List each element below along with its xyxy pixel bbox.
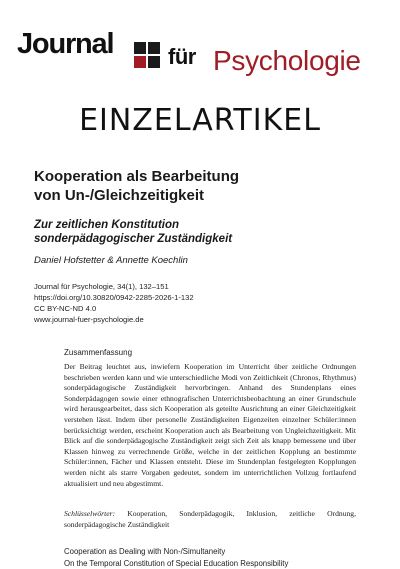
article-title-line: von Un-/Gleichzeitigkeit xyxy=(34,186,379,205)
article-title xyxy=(34,167,379,205)
article-title-line: Kooperation als Bearbeitung xyxy=(34,167,379,186)
masthead-fuer-word: für xyxy=(168,44,196,70)
masthead-journal-word: Journal xyxy=(17,28,113,61)
doi-link[interactable]: https://doi.org/10.30820/0942-2285-2026-1-132 xyxy=(34,292,379,303)
abstract-heading: Zusammenfassung xyxy=(64,348,132,357)
keywords-paragraph xyxy=(64,509,356,530)
article-subtitle-line: Zur zeitlichen Konstitution xyxy=(34,218,379,232)
masthead-psychologie-word: Psychologie xyxy=(213,45,361,77)
logo-square-top-left xyxy=(134,42,146,54)
masthead-squares-logo xyxy=(134,42,160,70)
keywords-list: Kooperation, Sonderpädagogik, Inklusion, zeitliche Ordnung, sonderpädagogische Zuständigkeit xyxy=(64,509,356,529)
article-meta xyxy=(34,281,379,325)
journal-masthead xyxy=(17,24,387,80)
english-title: Cooperation as Dealing with Non-/Simultaneity xyxy=(64,546,384,558)
logo-square-bottom-left xyxy=(134,56,146,68)
logo-square-top-right xyxy=(148,42,160,54)
article-subtitle xyxy=(34,218,379,246)
article-authors: Daniel Hofstetter & Annette Koechlin xyxy=(34,255,188,266)
keywords-label: Schlüsselwörter: xyxy=(64,509,115,518)
website-link[interactable]: www.journal-fuer-psychologie.de xyxy=(34,314,379,325)
english-subtitle: On the Temporal Constitution of Special Education Responsibility xyxy=(64,558,384,569)
abstract-text: Der Beitrag leuchtet aus, inwiefern Kooperation im Unterricht über zeitliche Ordnungen beschrieben werden kann und wie unterschiedliche Modi von Zeitlichkeit (Chronos, Rhythmus) sonderpädagogische Zuständigkeit hervorbringen. Anhand des Stundenplans eines Sonderpädagogen sowie einer ethnografischen Unterrichtsbeobachtung an einer Grundschule wird herausgearbeitet, dass sich Kooperation als geteilte Ausrichtung an einer Gleichzeitigkeit verstehen lässt. Indem über personelle Zuständigkeiten Eigenzeiten einzelner Schüler:innen berücksichtigt werden, erscheint Kooperation auch als Bearbeitung von Ungleichzeitigkeit. Mit Blick auf die sonderpädagogische Zuständigkeit zeigt sich Zeit als knapp bemessene und über Klassen hinweg zu verrechnende Größe, welche in der zeitlichen Kopplung an bestimmte Schüler:innen, Fächer und Klassen entsteht. Diese im Stundenplan festgelegten Kopplungen werden nicht als starre Vorgaben gedeutet, sondern im unterrichtlichen Vollzug fortlaufend aktualisiert und neu abgestimmt. xyxy=(64,362,356,489)
logo-square-bottom-right xyxy=(148,56,160,68)
citation-line: Journal für Psychologie, 34(1), 132–151 xyxy=(34,281,379,292)
article-subtitle-line: sonderpädagogischer Zuständigkeit xyxy=(34,232,379,246)
section-label: EINZELARTIKEL xyxy=(0,103,400,138)
license-line: CC BY-NC-ND 4.0 xyxy=(34,303,379,314)
